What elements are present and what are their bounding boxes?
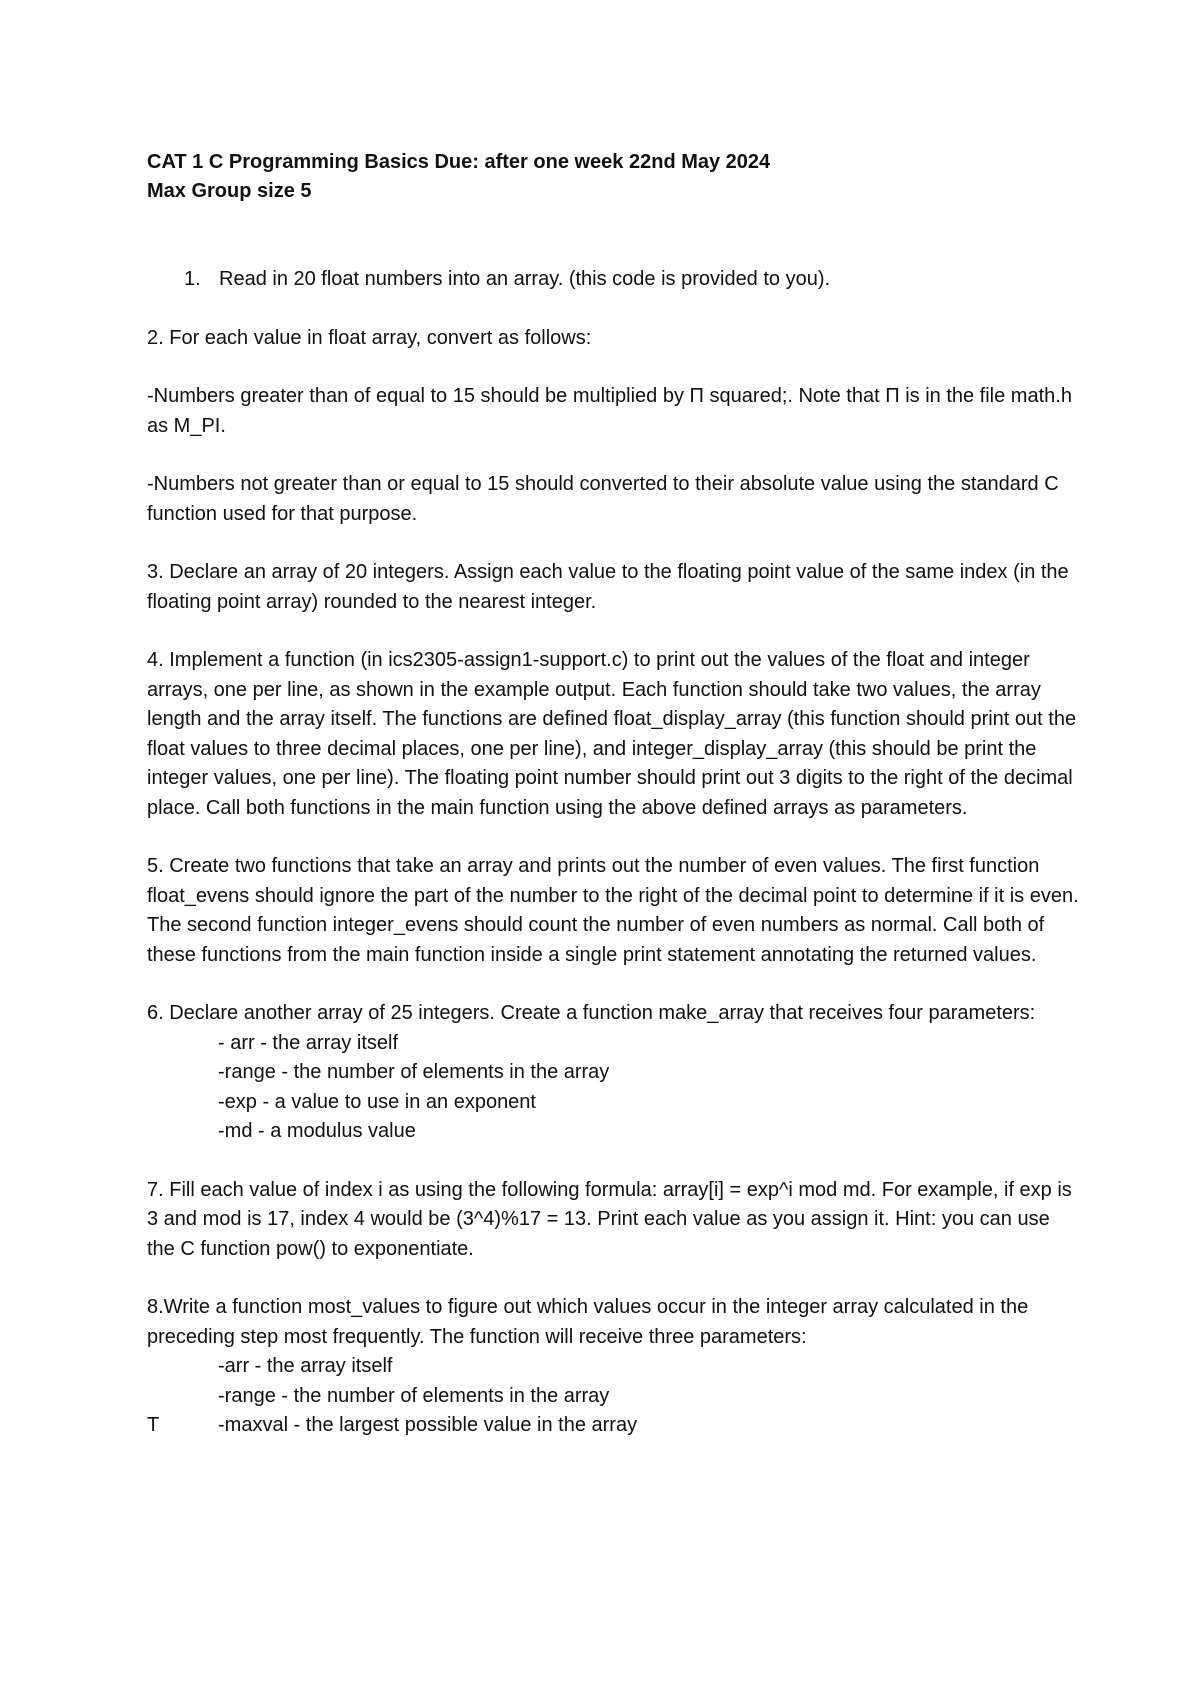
item-8-param: -maxval - the largest possible value in the array [218,1414,638,1436]
stray-mark: T [147,1414,160,1436]
item-8 [147,1293,1082,1441]
document-body [147,265,1082,1470]
document-title [147,148,770,206]
item-6-param: - arr - the array itself [218,1031,399,1054]
item-1-number: 1. [184,268,201,290]
item-6 [147,999,1082,1147]
title-line-2: Max Group size 5 [147,180,312,202]
item-2a: -Numbers greater than of equal to 15 should be multiplied by Π squared;. Note that Π is in the file math.h as M_PI. [147,385,1072,437]
item-8-param: -arr - the array itself [218,1355,393,1377]
item-6-text: 6. Declare another array of 25 integers. Create a function make_array that receives four parameters: [147,1002,1036,1024]
item-8-param-last [147,1411,1082,1441]
item-1 [147,265,1082,295]
item-1-text: Read in 20 float numbers into an array. (this code is provided to you). [219,268,831,290]
item-7: 7. Fill each value of index i as using the following formula: array[i] = exp^i mod md. For example, if exp is 3 and mod is 17, index 4 would be (3^4)%17 = 13. Print each value as you assign it. Hint: you can use the C function pow() to exponentiate. [147,1178,1072,1260]
item-8-param: -range - the number of elements in the array [218,1384,610,1407]
item-3: 3. Declare an array of 20 integers. Assign each value to the floating point value of the same index (in the floating point array) rounded to the nearest integer. [147,561,1069,613]
item-6-param: -exp - a value to use in an exponent [218,1090,536,1113]
item-2b: -Numbers not greater than or equal to 15 should converted to their absolute value using the standard C function used for that purpose. [147,473,1059,525]
item-6-param: -range - the number of elements in the array [218,1061,610,1083]
item-4: 4. Implement a function (in ics2305-assign1-support.c) to print out the values of the float and integer arrays, one per line, as shown in the example output. Each function should take two values, the array length and the array itself. The functions are defined float_display_array (this function should print out the float values to three decimal places, one per line), and integer_display_array (this should be print the integer values, one per line). The floating point number should print out 3 digits to the right of the decimal place. Call both functions in the main function using the above defined arrays as parameters. [147,649,1077,819]
item-6-param: -md - a modulus value [218,1120,416,1142]
item-2: 2. For each value in float array, convert as follows: [147,326,592,349]
item-8-text: 8.Write a function most_values to figure out which values occur in the integer array calculated in the preceding step most frequently. The function will receive three parameters: [147,1296,1029,1348]
item-5: 5. Create two functions that take an array and prints out the number of even values. The first function float_evens should ignore the part of the number to the right of the decimal point to determine if it is even. The second function integer_evens should count the number of even numbers as normal. Call both of these functions from the main function inside a single print statement annotating the returned values. [147,855,1079,966]
title-line-1: CAT 1 C Programming Basics Due: after one week 22nd May 2024 [147,151,771,173]
